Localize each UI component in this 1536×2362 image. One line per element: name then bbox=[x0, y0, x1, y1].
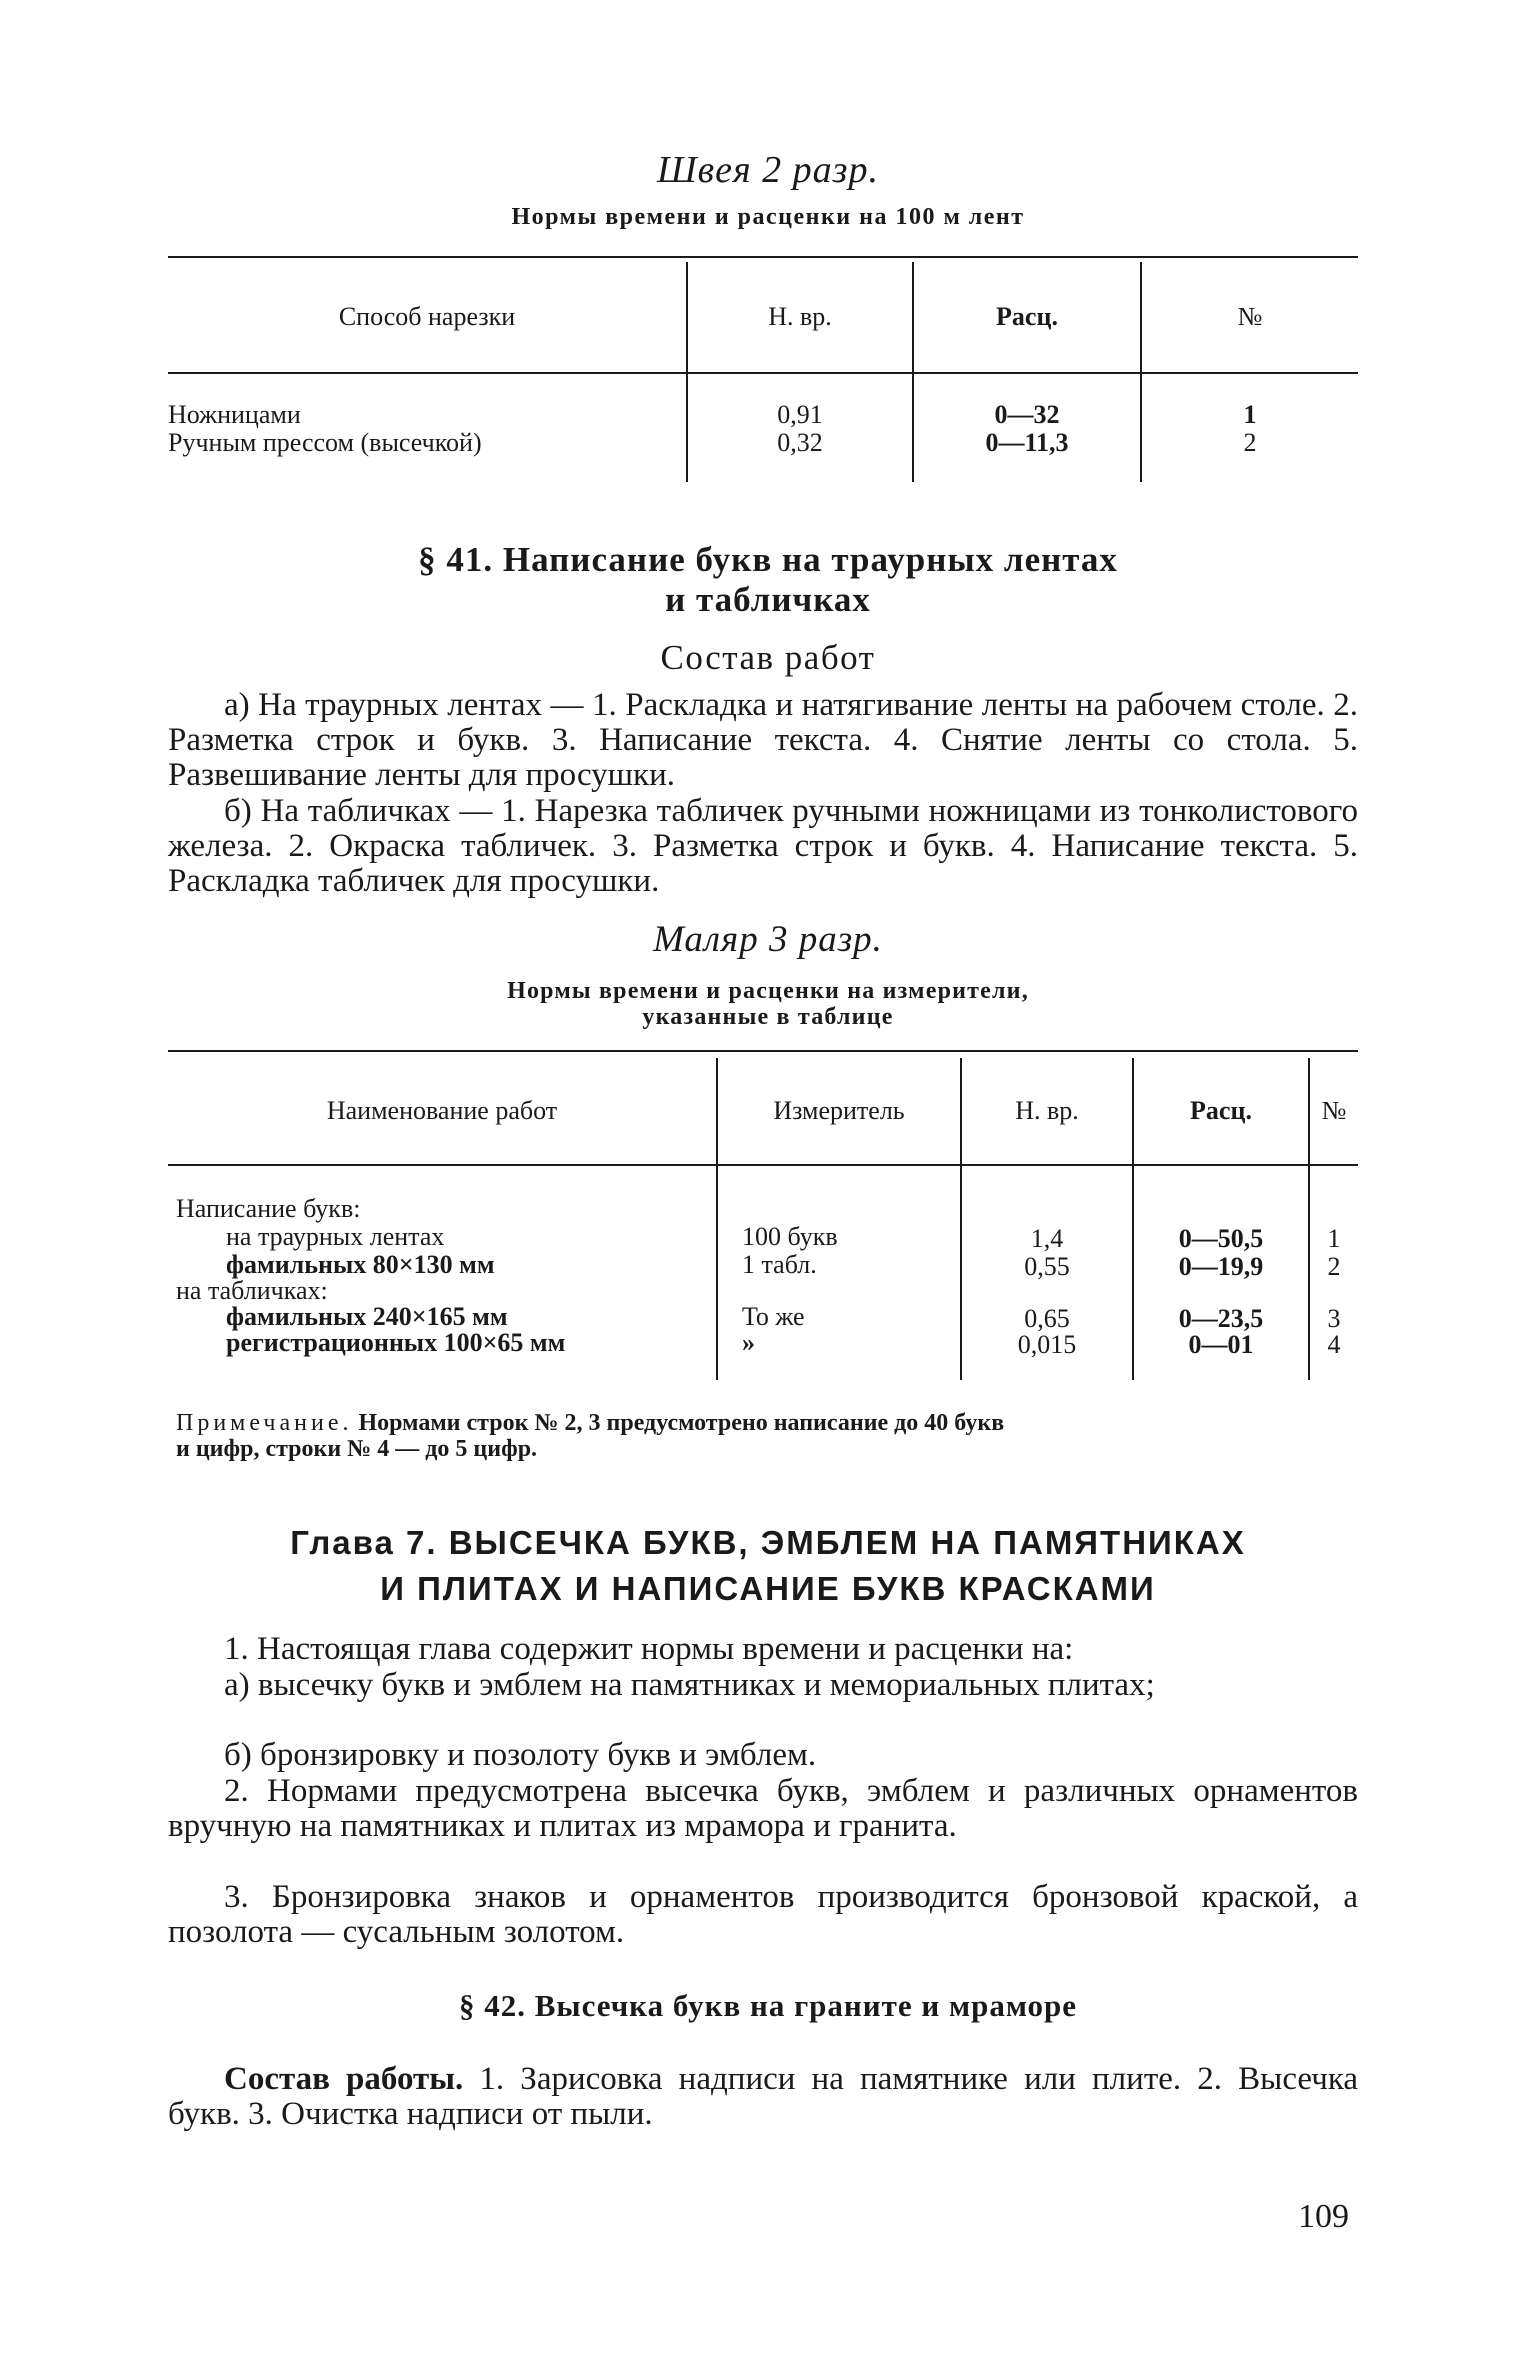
chapter7-p2 bbox=[168, 1774, 1358, 1844]
chapter7-p1a-text: а) высечку букв и эмблем на памятниках и мемориальных плитах; bbox=[224, 1667, 1155, 1703]
table-row-rate: 0—11,3 bbox=[985, 428, 1069, 457]
table-row-unit: 100 букв bbox=[742, 1222, 838, 1251]
table-row-name: регистрационных 100×65 мм bbox=[226, 1328, 566, 1357]
table-row-rate: 0—23,5 bbox=[1178, 1304, 1264, 1333]
table-row-method: Ручным прессом (высечкой) bbox=[168, 428, 482, 457]
table1-header-rate: Расц. bbox=[996, 302, 1058, 331]
table2-header-rate: Расц. bbox=[1190, 1096, 1252, 1125]
table-row-no: 3 bbox=[1327, 1304, 1341, 1333]
table-row-time: 0,015 bbox=[1017, 1330, 1077, 1359]
page-number: 109 bbox=[1298, 2198, 1349, 2235]
section41-heading-line: § 41. Написание букв на траурных лентах bbox=[418, 540, 1118, 579]
table2-header-unit: Измеритель bbox=[773, 1096, 905, 1125]
note-text: Нормами строк № 2, 3 предусмотрено написание до 40 букв bbox=[352, 1410, 1005, 1436]
section41-subheading: Состав работ bbox=[660, 638, 876, 677]
table-row-time: 0,65 bbox=[1024, 1304, 1070, 1333]
table2-header-name: Наименование работ bbox=[326, 1096, 558, 1125]
chapter7-heading bbox=[0, 1520, 1536, 1612]
table1-title: Швея 2 разр. bbox=[657, 149, 879, 191]
table-row-name: фамильных 80×130 мм bbox=[226, 1250, 495, 1279]
section41-para-a-text: а) На траурных лентах — 1. Раскладка и натягивание ленты на рабочем столе. 2. Разметка строк и букв. 3. Написание текста. 4. Снятие ленты со стола. 5. Развешивание ленты для просушки. bbox=[168, 687, 1358, 793]
table1-header-rule bbox=[168, 372, 1358, 374]
table-row-no: 1 bbox=[1327, 1224, 1341, 1253]
section41-para-b-text: б) На табличках — 1. Нарезка табличек ручными ножницами из тонколистового железа. 2. Окраска табличек. 3. Разметка строк и букв. 4. Написание текста. 5. Раскладка табличек для просушки. bbox=[168, 793, 1358, 899]
table-row-time: 0,32 bbox=[777, 428, 823, 457]
table-row-name: на табличках: bbox=[176, 1276, 328, 1305]
table2-header-no: № bbox=[1321, 1096, 1347, 1125]
table2-note bbox=[176, 1410, 1362, 1462]
chapter7-p1a bbox=[168, 1668, 1358, 1703]
table-row-rate: 0—50,5 bbox=[1178, 1224, 1264, 1253]
note-text-line2: и цифр, строки № 4 — до 5 цифр. bbox=[176, 1436, 538, 1462]
table-row-unit: 1 табл. bbox=[742, 1250, 817, 1279]
chapter7-p1b bbox=[168, 1738, 1358, 1773]
chapter7-p3-text: 3. Бронзировка знаков и орнаментов производится бронзовой краской, а позолота — сусальным золотом. bbox=[168, 1879, 1358, 1950]
table2-top-rule bbox=[168, 1050, 1358, 1052]
section41-para-b bbox=[168, 794, 1358, 899]
table2-header-rule bbox=[168, 1164, 1358, 1166]
chapter7-heading-line: И ПЛИТАХ И НАПИСАНИЕ БУКВ КРАСКАМИ bbox=[380, 1570, 1156, 1607]
table2-caption-line: Нормы времени и расценки на измерители, bbox=[507, 978, 1029, 1004]
chapter7-p3 bbox=[168, 1880, 1358, 1950]
table1-caption: Нормы времени и расценки на 100 м лент bbox=[511, 204, 1025, 230]
section42-lead: Состав работы. bbox=[224, 2061, 464, 2097]
table1-header-time: Н. вр. bbox=[768, 302, 832, 331]
table2-caption-line: указанные в таблице bbox=[642, 1004, 894, 1030]
table-row-unit: То же bbox=[742, 1302, 805, 1331]
section42-para bbox=[168, 2062, 1358, 2132]
table2-title: Маляр 3 разр. bbox=[653, 919, 883, 960]
chapter7-p1b-text: б) бронзировку и позолоту букв и эмблем. bbox=[224, 1737, 817, 1773]
table-row-no: 4 bbox=[1327, 1330, 1341, 1359]
table2-caption bbox=[0, 978, 1536, 1030]
section41-heading bbox=[0, 540, 1536, 620]
table-row-time: 0,91 bbox=[777, 400, 823, 429]
table-row-name: на траурных лентах bbox=[226, 1222, 445, 1251]
chapter7-p1 bbox=[168, 1632, 1358, 1667]
section42-text: 1. Зарисовка надписи на памятнике или плите. 2. Высечка букв. 3. Очистка надписи от пыли. bbox=[168, 2061, 1358, 2132]
table-row-time: 1,4 bbox=[1030, 1224, 1064, 1253]
note-label: Примечание. bbox=[176, 1410, 353, 1436]
table-row-name: Написание букв: bbox=[176, 1194, 361, 1223]
chapter7-p1-text: 1. Настоящая глава содержит нормы времени и расценки на: bbox=[224, 1631, 1074, 1667]
section41-para-a bbox=[168, 688, 1358, 793]
table1-header-method: Способ нарезки bbox=[338, 302, 516, 331]
table-row-unit: » bbox=[742, 1328, 755, 1357]
table-row-rate: 0—19,9 bbox=[1178, 1252, 1264, 1281]
chapter7-heading-line: Глава 7. ВЫСЕЧКА БУКВ, ЭМБЛЕМ НА ПАМЯТНИКАХ bbox=[290, 1524, 1246, 1561]
table-row-rate: 0—32 bbox=[994, 400, 1060, 429]
table-row-no: 2 bbox=[1243, 428, 1257, 457]
section42-heading: § 42. Высечка букв на граните и мраморе bbox=[458, 1988, 1078, 2023]
table-row-rate: 0—01 bbox=[1188, 1330, 1254, 1359]
table2-header-time: Н. вр. bbox=[1015, 1096, 1079, 1125]
table-row-no: 1 bbox=[1243, 400, 1257, 429]
table-row-name: фамильных 240×165 мм bbox=[226, 1302, 508, 1331]
table-row-no: 2 bbox=[1327, 1252, 1341, 1281]
chapter7-p2-text: 2. Нормами предусмотрена высечка букв, эмблем и различных орнаментов вручную на памятниках и плитах из мрамора и гранита. bbox=[168, 1773, 1358, 1844]
table1-header-no: № bbox=[1237, 302, 1263, 331]
section41-heading-line: и табличках bbox=[665, 580, 871, 619]
table-row-time: 0,55 bbox=[1024, 1252, 1070, 1281]
table1-top-rule bbox=[168, 256, 1358, 258]
table-row-method: Ножницами bbox=[168, 400, 301, 429]
